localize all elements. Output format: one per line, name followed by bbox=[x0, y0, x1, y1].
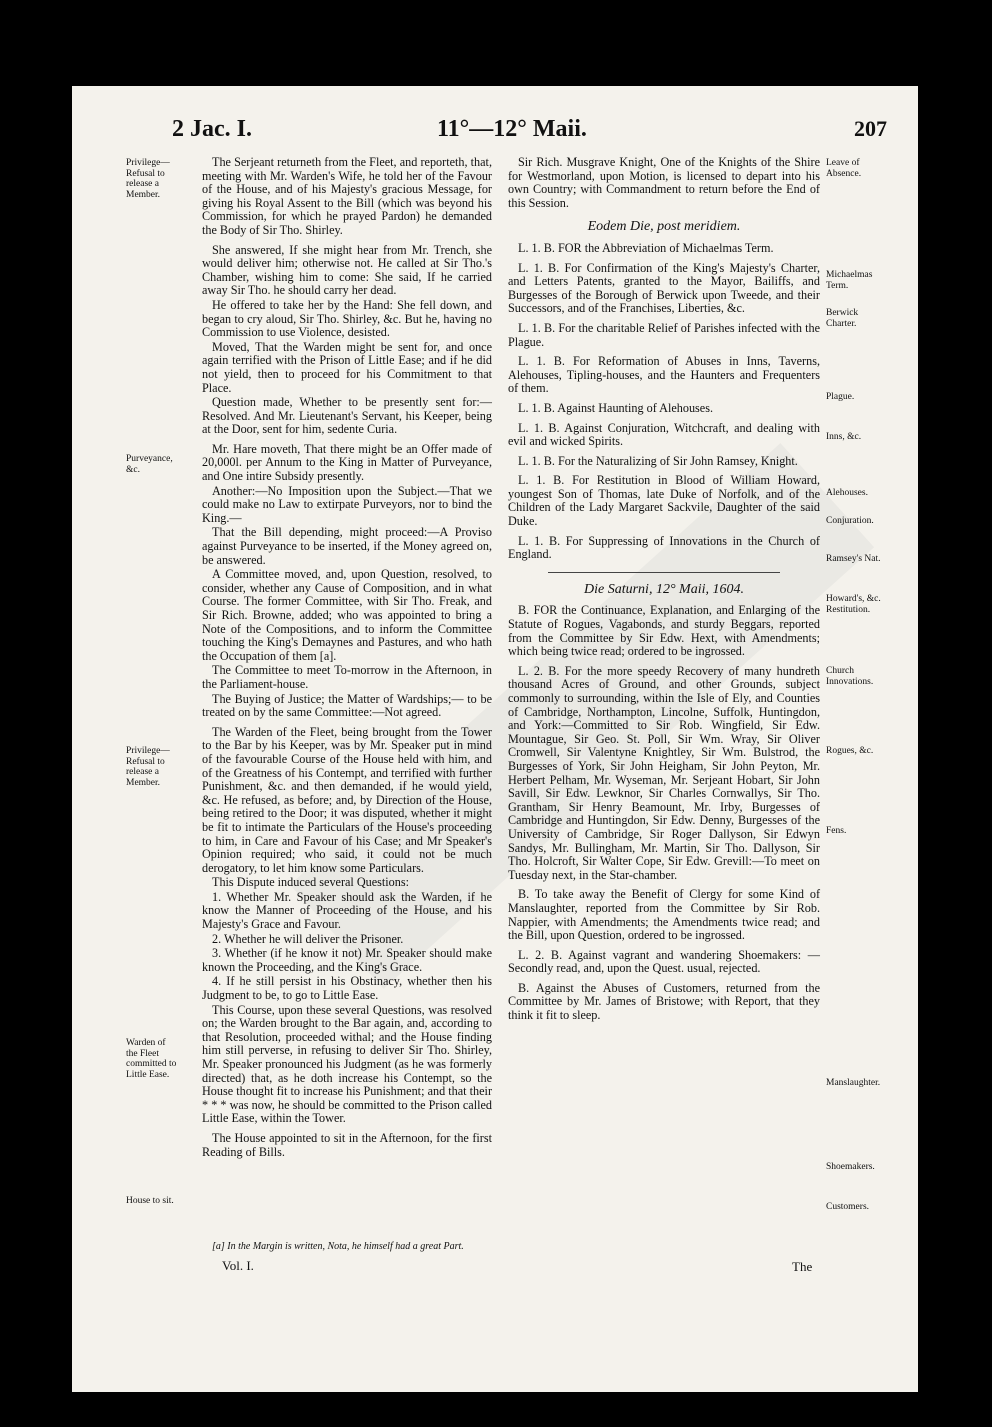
paragraph: The Serjeant returneth from the Fleet, and reporteth, that, meeting with Mr. Warden's Wife, he told her of the Favour of the House, and of his Majesty's gracious Message, for giving his Royal Assent to the Bill (which was beyond his Commission, for which he prayed Pardon) he demanded the Body of Sir Tho. Shirley. bbox=[202, 155, 492, 237]
margin-note: Shoemakers. bbox=[826, 1162, 875, 1172]
margin-note: Berwick Charter. bbox=[826, 308, 859, 329]
margin-note: Michaelmas Term. bbox=[826, 270, 873, 291]
bill-entry: L. 1. B. For Restitution in Blood of William Howard, youngest Son of Thomas, late Duke of Norfolk, and of the Children of the Lady Margaret Sackvile, Daughter of the said Duke. bbox=[508, 473, 820, 529]
margin-note: Customers. bbox=[826, 1202, 870, 1212]
bill-entry: L. 1. B. Against Haunting of Alehouses. bbox=[518, 400, 713, 415]
margin-note: Privilege—Refusal to release a Member. bbox=[126, 158, 170, 200]
paragraph: This Dispute induced several Questions: bbox=[212, 875, 409, 890]
document-page bbox=[72, 86, 918, 1392]
paragraph: Moved, That the Warden might be sent for, and once again terrified with the Prison of Little Ease; and if he did not yield, then to proceed for his Commitment to that Place. bbox=[202, 339, 492, 395]
paragraph: 3. Whether (if he know it not) Mr. Speaker should make known the Proceeding, and the King's Grace. bbox=[202, 946, 492, 974]
header-regnal-year: 2 Jac. I. bbox=[172, 116, 252, 142]
paragraph: The House appointed to sit in the Afternoon, for the first Reading of Bills. bbox=[202, 1130, 492, 1159]
margin-note: Manslaughter. bbox=[826, 1078, 881, 1088]
divider bbox=[548, 572, 780, 573]
left-column bbox=[202, 156, 492, 1165]
section-heading: Die Saturni, 12° Maii, 1604. bbox=[584, 581, 744, 597]
bill-entry: L. 1. B. For the Naturalizing of Sir John Ramsey, Knight. bbox=[518, 453, 798, 468]
catchword: The bbox=[792, 1259, 813, 1274]
margin-note: Church Innovations. bbox=[826, 666, 874, 687]
section-heading: Eodem Die, post meridiem. bbox=[587, 219, 741, 235]
paragraph: Question made, Whether to be presently sent for:— Resolved. And Mr. Lieutenant's Servant, his Keeper, being at the Door, sent for him, sedente Curia. bbox=[202, 395, 492, 437]
paragraph: She answered, If she might hear from Mr. Trench, she would deliver him; otherwise not. He called at Sir Tho.'s Chamber, wishing him to come: She said, If he carried away Sir Tho. he should carry her dead. bbox=[202, 242, 492, 298]
bill-entry: L. 1. B. For Reformation of Abuses in Inns, Taverns, Alehouses, Tipling-houses, and the Haunters and Frequenters of them. bbox=[508, 354, 820, 396]
margin-note: Plague. bbox=[826, 392, 855, 402]
margin-note: Alehouses. bbox=[826, 488, 868, 498]
margin-note: Ramsey's Nat. bbox=[826, 554, 881, 564]
paragraph: Sir Rich. Musgrave Knight, One of the Knights of the Shire for Westmorland, upon Motion, is licensed to depart into his own Country; with Commandment to return before the End of this Session. bbox=[508, 155, 820, 210]
margin-note: Fens. bbox=[826, 826, 847, 836]
page-number: 207 bbox=[854, 116, 887, 141]
footnote: [a] In the Margin is written, Nota, he himself had a great Part. bbox=[212, 1241, 464, 1252]
bill-entry: L. 1. B. FOR the Abbreviation of Michaelmas Term. bbox=[518, 240, 774, 255]
paragraph: Mr. Hare moveth, That there might be an Offer made of 20,000l. per Annum to the King in Matter of Purveyance, and One intire Subsidy presently. bbox=[202, 441, 492, 484]
paragraph: The Buying of Justice; the Matter of Wardships;— to be treated on by the same Committee:—Not agreed. bbox=[202, 691, 492, 720]
margin-note: Privilege—Refusal to release a Member. bbox=[126, 746, 170, 788]
bill-entry: B. Against the Abuses of Customers, returned from the Committee by Mr. James of Bristowe; with Report, that they think it fit to sleep. bbox=[508, 980, 820, 1023]
paragraph: The Warden of the Fleet, being brought from the Tower to the Bar by his Keeper, was by Mr. Speaker put in mind of the favourable Course of the House held with him, and of the Greatness of his Contempt, and terrified with further Punishment, &c. and then demanded, if he would yield, &c. He refused, as before; and, by Direction of the House, being retired to the Door; it was disputed, whether it might be fit to intimate the Particulars of the House's proceeding to him, in Care and Favour of his Case; and Mr Speaker's Opinion required; who said, it could not be much derogatory, to let him know some Particulars. bbox=[202, 724, 492, 875]
paragraph: The Committee to meet To-morrow in the Afternoon, in the Parliament-house. bbox=[202, 663, 492, 691]
margin-note: Purveyance, &c. bbox=[126, 454, 173, 475]
header-date: 11°—12° Maii. bbox=[437, 116, 587, 142]
paragraph: This Course, upon these several Questions, was resolved on; the Warden brought to the Bar again, and, according to that Resolution, proceeded withal; and the House finding him still perverse, in refusing to deliver Sir Tho. Shirley, Mr. Speaker pronounced his Judgment (as he was formerly directed) that, as he doth increase his Contempt, so the House thought fit to increase his Punishment; and that their * * * was now, he should be committed to the Prison called Little Ease, within the Tower. bbox=[202, 1002, 492, 1126]
volume-label: Vol. I. bbox=[222, 1258, 254, 1273]
bill-entry: L. 1. B. For Suppressing of Innovations in the Church of England. bbox=[508, 533, 820, 562]
paragraph: He offered to take her by the Hand: She fell down, and began to cry aloud, Sir Tho. Shirley, &c. But he, having no Commission to use Violence, desisted. bbox=[202, 297, 492, 340]
bill-entry: L. 1. B. For Confirmation of the King's Majesty's Charter, and Letters Patents, granted to the Mayor, Bailiffs, and Burgesses of the Borough of Berwick upon Tweede, and their Successors, and of the Franchises, Liberties, &c. bbox=[508, 260, 820, 316]
margin-note: Howard's, &c. Restitution. bbox=[826, 594, 881, 615]
margin-note: Warden of the Fleet committed to Little Ease. bbox=[126, 1038, 177, 1080]
bill-entry: L. 1. B. For the charitable Relief of Parishes infected with the Plague. bbox=[508, 320, 820, 349]
bill-entry: B. FOR the Continuance, Explanation, and Enlarging of the Statute of Rogues, Vagabonds, and sturdy Beggars, reported from the Committee by Sir Edw. Hext, with Amendments; which being twice read; ordered to be ingrossed. bbox=[508, 603, 820, 659]
bill-entry: B. To take away the Benefit of Clergy for some Kind of Manslaughter, reported from the Committee by Sir Rob. Nappier, with Amendments; the Amendments twice read; and the Bill, upon Question, ordered to be ingrossed. bbox=[508, 887, 820, 943]
bill-entry: L. 2. B. Against vagrant and wandering Shoemakers: —Secondly read, and, upon the Quest. usual, rejected. bbox=[508, 947, 820, 976]
paragraph: 1. Whether Mr. Speaker should ask the Warden, if he know the Manner of Proceeding of the House, and his Majesty's Grace and Favour. bbox=[202, 889, 492, 932]
margin-note: Inns, &c. bbox=[826, 432, 862, 442]
margin-note: Rogues, &c. bbox=[826, 746, 874, 756]
right-column bbox=[508, 156, 820, 1029]
margin-note: Conjuration. bbox=[826, 516, 874, 526]
paragraph: 2. Whether he will deliver the Prisoner. bbox=[212, 931, 404, 946]
margin-note: House to sit. bbox=[126, 1196, 174, 1206]
paragraph: 4. If he still persist in his Obstinacy, whether then his Judgment to be, to go to Little Ease. bbox=[202, 974, 492, 1003]
margin-note: Leave of Absence. bbox=[826, 158, 862, 179]
paragraph: A Committee moved, and, upon Question, resolved, to consider, whether any Cause of Composition, and in what Course. The former Committee, with Sir Tho. Freak, and Sir Rich. Browne, added; who was appointed to bring a Note of the Compositions, and to inform the Committee touching the King's Demaynes and Pastures, and who hath the Occupation of them [a]. bbox=[202, 567, 492, 663]
bill-entry: L. 2. B. For the more speedy Recovery of many hundreth thousand Acres of Ground, and other Grounds, subject commonly to surrounding, within the Isle of Ely, and Counties of Cambridge, Northampton, Lincolne, Suffolk, Huntingdon, and York:—Committed to Sir Rob. Wingfield, Sir Edw. Mountague, Sir Geo. St. Poll, Sir Wm. Wray, Sir Oliver Cromwell, Sir Valentyne Knightley, Sir Wm. Bulstrod, the Burgesses of York, Sir John Heigham, Sir John Peyton, Mr. Herbert Pelham, Mr. Wyseman, Mr. Serjeant Hobart, Sir John Savill, Sir Edw. Lewknor, Sir Charles Cornwallys, Sir Tho. Grantham, Sir Henry Beamount, Mr. Irby, Burgesses of Cambridge and Huntingdon, Sir Edw. Denny, Burgesses of the University of Cambridge, Sir Roger Dallyson, Sir Edwyn Sandys, Mr. Bullingham, Mr. Martin, Sir Tho. Dallyson, Sir Tho. Holcroft, Sir Walter Cope, Sir Edw. Grevill:—To meet on Tuesday next, in the Star-chamber. bbox=[508, 663, 820, 882]
paragraph: That the Bill depending, might proceed:—A Proviso against Purveyance to be inserted, if the Money agreed on, be answered. bbox=[202, 525, 492, 567]
paragraph: Another:—No Imposition upon the Subject.—That we could make no Law to extirpate Purveyors, nor to bind the King.— bbox=[202, 483, 492, 525]
bill-entry: L. 1. B. Against Conjuration, Witchcraft, and dealing with evil and wicked Spirits. bbox=[508, 420, 820, 449]
